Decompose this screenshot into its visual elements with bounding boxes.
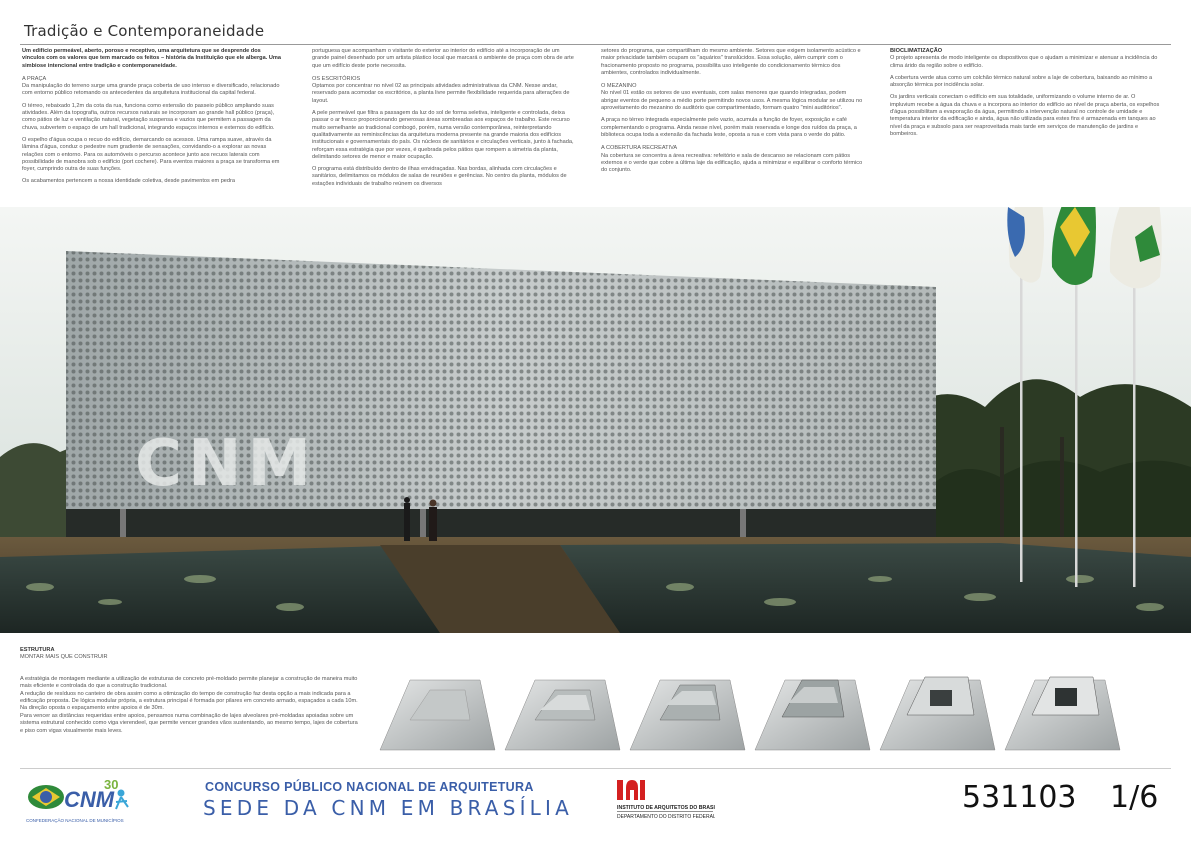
- model-step-3: [630, 680, 745, 750]
- cnm-logo-years: 30: [104, 777, 119, 792]
- paragraph: O térreo, rebaixado 1,2m da cota da rua, funciona como extensão do passeio público ampliando suas atividades. Além da topografia, outros recursos naturais se incorporam ao grande hall público (praça), como pátios de luz e ventilação natural, vegetação suspensa e vazios que permitem a passagem da chuva, subvertem o espaço de um hall tradicional, integrando espaços internos e externos do edifício.: [22, 102, 275, 131]
- text-column-1: [22, 48, 284, 191]
- paragraph: A estratégia de montagem mediante a utilização de estruturas de concreto pré-moldado permite planejar a construção de maneira muito mais eficiente e controlada do que a construção tradicional.: [20, 675, 358, 690]
- building-render: [0, 207, 1191, 633]
- sheet-number: 1/6: [1110, 780, 1159, 815]
- section-heading-praca: A PRAÇA: [22, 75, 47, 82]
- text-column-3: [601, 48, 863, 179]
- construction-sequence: [370, 655, 1170, 765]
- text-column-2: [312, 48, 574, 193]
- paragraph: A pele permeável que filtra a passagem da luz do sol de forma seletiva, inteligente e controlada, deixa passar o ar fresco proporcionando generosas áreas sombreadas aos espaços de trabalho. Este recurso muito semelhante ao tradicional combogó, porém, numa versão contemporânea, reinterpretando qualitativamente as reminiscências da arquitetura moderna presente na grande maioria dos edifícios institucionais e governamentais do país. Os núcleos de sanitários e circulações verticais, junto à fachada, reforçam essa estratégia que por vezes, é quebrada pelos pátios que rompem a simetria da planta, delimitando setores de menor e maior ocupação.: [312, 110, 574, 160]
- paragraph: Para vencer as distâncias requeridas entre apoios, pensamos numa combinação de lajes alveolares pré-moldadas apoiadas sobre um sistema estrutural conhecido como viga vierendeel, que permite vencer grandes vãos sustentando, ao mesmo tempo, lajes de cobertura e piso com vigas visualmente mais leves.: [20, 712, 358, 734]
- facade-cnm-letters: CNM: [135, 427, 318, 501]
- contest-title: CONCURSO PÚBLICO NACIONAL DE ARQUITETURA: [205, 780, 534, 794]
- paragraph: A praça no térreo integrada especialmente pelo vazio, acumula a função de foyer, exposição e café complementando o programa. Ainda nesse nível, porém mais reservada e longe dos ruídos da praça, a biblioteca ocupa toda a extensão da fachada leste, oposta a rua e com vista para o verde do pátio.: [601, 117, 857, 138]
- submission-code: 531103: [962, 780, 1077, 815]
- paragraph: setores do programa, que compartilham do mesmo ambiente. Setores que exigem isolamento acústico e maior privacidade também ocupam os "aquários" translúcidos. Essa solução, além cumprir com o fracionamento proposto no programa, possibilita uso inteligente do condicionamento térmico dos ambientes, controlados individualmente.: [601, 48, 861, 76]
- cnm-logo-text: CNM: [64, 787, 115, 812]
- paragraph: A redução de resíduos no canteiro de obra assim como a otimização do tempo de construção faz desta opção a mais indicada para a edificação proposta. De lógica modular própria, a estrutura principal é formada por pilares em concreto armado, espaçados a cada 10m. Na direção oposta o espaçamento entre apoios é de 30m.: [20, 690, 358, 712]
- model-step-4: [755, 680, 870, 750]
- paragraph: Na cobertura se concentra a área recreativa: refeitório e sala de descanso se relacionam com pátios externos e o verde que cobre a última laje da edificação, ajuda a minimizar e equilibrar o conforto térmico do conjunto.: [601, 152, 863, 174]
- iab-dept: DEPARTAMENTO DO DISTRITO FEDERAL: [617, 814, 715, 820]
- iab-logo: [615, 778, 715, 822]
- section-heading-escritorios: OS ESCRITÓRIOS: [312, 75, 361, 82]
- iab-name: INSTITUTO DE ARQUITETOS DO BRASIL: [617, 805, 715, 811]
- model-step-5: [880, 677, 995, 750]
- text-column-4: [890, 48, 1162, 143]
- section-heading-bioclimatizacao: BIOCLIMATIZAÇÃO: [890, 48, 943, 54]
- structure-section: [20, 647, 360, 735]
- paragraph: O programa está distribuído dentro de ilhas envidraçadas. Nas bordas, alinhada com circulações e sanitários, delimitamos os módulos de salas de reuniões e gerências. No centro da planta, módulos de estações individuais de trabalho reúnem os diversos: [312, 166, 567, 187]
- paragraph: O projeto apresenta de modo inteligente os dispositivos que o ajudam a minimizar e atenuar a incidência do clima árido da região sobre o edifício.: [890, 55, 1158, 69]
- paragraph: A cobertura verde atua como um colchão térmico natural sobre a laje de cobertura, baixando ao mínimo a absorção térmica por incidência solar.: [890, 74, 1153, 89]
- structure-title: ESTRUTURA: [20, 647, 55, 653]
- model-step-2: [505, 680, 620, 750]
- paragraph: Os jardins verticais conectam o edifício em sua totalidade, uniformizando o volume interno de ar. O impluvium recebe a água da chuva e a incorpora ao interior do edifício ao nível de praça aberta, os espelhos d'água possibilitam a evaporação da água, permitindo a intervenção natural no controle de umidade e temperatura interior da edificação e ainda, água não utilizada para estes fins é armazenada em tanques ao nível da praça e subsolo para ser reaproveitada mais tarde em serviços de manutenção de jardins e bombeiros.: [890, 94, 1160, 137]
- section-heading-mezanino: O MEZANINO: [601, 83, 637, 90]
- paragraph: Da manipulação do terreno surge uma grande praça coberta de uso intenso e diversificado, relacionado com entorno público retomando os antecedentes da arquitetura institucional da capital federal.: [22, 83, 280, 97]
- page-title: Tradição e Contemporaneidade: [24, 22, 265, 40]
- cnm-logo-caption: CONFEDERAÇÃO NACIONAL DE MUNICÍPIOS: [26, 818, 124, 823]
- project-title: SEDE DA CNM EM BRASÍLIA: [203, 796, 574, 820]
- title-divider: [20, 44, 1171, 45]
- model-step-1: [380, 680, 495, 750]
- cnm-logo: [24, 775, 174, 825]
- paragraph: Optamos por concentrar no nível 02 as principais atividades administrativas da CNM. Nesse andar, reservado para acomodar os escritórios, a planta livre permite flexibilidade requerida para alterações de layout.: [312, 83, 570, 104]
- paragraph: O espelho d'água ocupa o recuo do edifício, demarcando os acessos. Uma rampa suave, através da lâmina d'água, conduz o pedestre num gradiente de sensações, convidando-o a explorar as novas relações com o entorno. Para os automóveis o percurso acontece junto aos recuos laterais com possibilidade de manobra sob o edifício (port cochere). Para eventos maiores a praça se transforma em foyer, cumprindo outra de suas funções.: [22, 136, 280, 173]
- section-heading-cobertura: A COBERTURA RECREATIVA: [601, 145, 678, 152]
- paragraph: portuguesa que acompanham o visitante do exterior ao interior do edifício até a incorporação de um grande painel desenhado por um artista plástico local que marcará o ambiente de praça com obra de arte que um edifício deste porte necessita.: [312, 48, 574, 69]
- paragraph: Os acabamentos pertencem a nossa identidade coletiva, desde pavimentos em pedra: [22, 178, 235, 185]
- paragraph: No nível 01 estão os setores de uso eventuais, com salas menores que quando integradas, podem abrigar eventos de pequeno a médio porte permitindo novos usos. A mesma lógica modular se utilizou no aproveitamento do mezanino do auditório que compartimentado, formam quatro "mini auditórios".: [601, 90, 863, 112]
- model-step-6: [1005, 677, 1120, 750]
- lead-paragraph: Um edifício permeável, aberto, poroso e receptivo, uma arquitetura que se desprende dos vínculos com os valores que tem marcado os feitos – história da Instituição que ele alberga. Uma simbiose intencional entre tradição e contemporaneidade.: [22, 48, 281, 69]
- footer-divider: [20, 768, 1171, 769]
- structure-subtitle: MONTAR MAIS QUE CONSTRUIR: [20, 654, 108, 661]
